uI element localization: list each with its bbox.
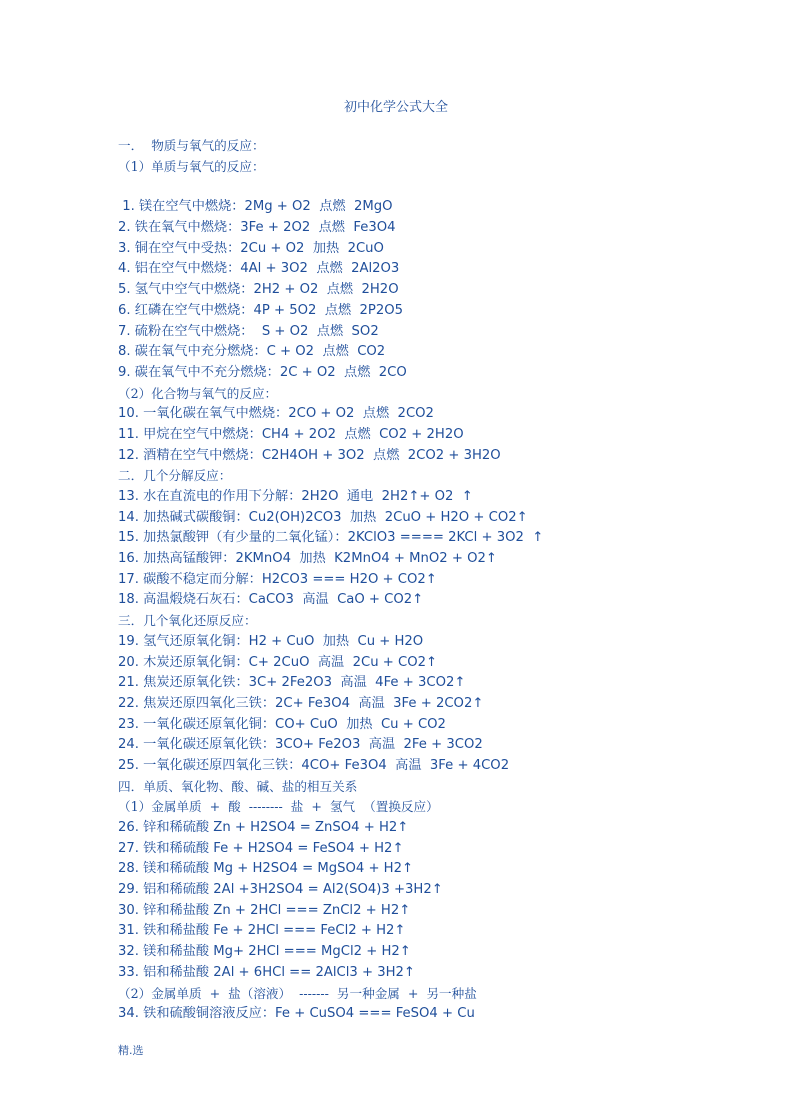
formula-line: 16. 加热高锰酸钾：2KMnO4 加热 K2MnO4 + MnO2 + O2↑ [118, 551, 497, 567]
formula-line: 9. 碳在氧气中不充分燃烧：2C + O2 点燃 2CO [118, 364, 407, 380]
formula-line: 29. 铝和稀硫酸 2Al +3H2SO4 = Al2(SO4)3 +3H2↑ [118, 882, 443, 898]
formula-line: 15. 加热氯酸钾（有少量的二氧化锰）：2KClO3 ==== 2KCl + 3O2 ↑ [118, 530, 544, 546]
formula-line: 28. 镁和稀硫酸 Mg + H2SO4 = MgSO4 + H2↑ [118, 861, 414, 877]
formula-list [118, 136, 778, 1025]
formula-line: 25. 一氧化碳还原四氧化三铁：4CO+ Fe3O4 高温 3Fe + 4CO2 [118, 757, 510, 773]
formula-line: 17. 碳酸不稳定而分解：H2CO3 === H2O + CO2↑ [118, 571, 437, 587]
formula-line: 3. 铜在空气中受热：2Cu + O2 加热 2CuO [118, 240, 384, 256]
formula-line: 1. 镁在空气中燃烧：2Mg + O2 点燃 2MgO [118, 199, 393, 215]
blank-line [118, 177, 778, 197]
section-heading: （1）单质与氧气的反应： [118, 158, 265, 174]
section-heading: （1）金属单质 + 酸 -------- 盐 + 氢气 （置换反应） [118, 799, 439, 815]
page-footer: 精.选 [118, 1044, 144, 1057]
formula-line: 21. 焦炭还原氧化铁：3C+ 2Fe2O3 高温 4Fe + 3CO2↑ [118, 675, 466, 691]
formula-line: 26. 锌和稀硫酸 Zn + H2SO4 = ZnSO4 + H2↑ [118, 820, 409, 835]
section-heading: 四．单质、氧化物、酸、碱、盐的相互关系 [118, 778, 358, 794]
formula-line: 8. 碳在氧气中充分燃烧：C + O2 点燃 CO2 [118, 344, 386, 360]
formula-line: 34. 铁和硫酸铜溶液反应：Fe + CuSO4 === FeSO4 + Cu [118, 1006, 475, 1022]
page-title: 初中化学公式大全 [343, 100, 448, 115]
formula-line: 31. 铁和稀盐酸 Fe + 2HCl === FeCl2 + H2↑ [118, 923, 406, 939]
formula-line: 20. 木炭还原氧化铜：C+ 2CuO 高温 2Cu + CO2↑ [118, 654, 438, 670]
formula-line: 24. 一氧化碳还原氧化铁：3CO+ Fe2O3 高温 2Fe + 3CO2 [118, 737, 483, 753]
formula-line: 32. 镁和稀盐酸 Mg+ 2HCl === MgCl2 + H2↑ [118, 944, 411, 960]
section-heading: （2）化合物与氧气的反应： [118, 385, 278, 401]
formula-line: 5. 氢气中空气中燃烧：2H2 + O2 点燃 2H2O [118, 282, 399, 298]
formula-line: 18. 高温煅烧石灰石：CaCO3 高温 CaO + CO2↑ [118, 592, 424, 608]
section-heading: （2）金属单质 + 盐（溶液） ------- 另一种金属 + 另一种盐 [118, 985, 477, 1001]
section-heading: 二．几个分解反应： [118, 468, 232, 484]
formula-line: 11. 甲烷在空气中燃烧：CH4 + 2O2 点燃 CO2 + 2H2O [118, 426, 464, 442]
formula-line: 13. 水在直流电的作用下分解：2H2O 通电 2H2↑+ O2 ↑ [118, 489, 473, 504]
formula-line: 6. 红磷在空气中燃烧：4P + 5O2 点燃 2P2O5 [118, 302, 404, 318]
formula-line: 23. 一氧化碳还原氧化铜：CO+ CuO 加热 Cu + CO2 [118, 716, 446, 732]
formula-line: 22. 焦炭还原四氧化三铁：2C+ Fe3O4 高温 3Fe + 2CO2↑ [118, 695, 484, 711]
formula-line: 30. 锌和稀盐酸 Zn + 2HCl === ZnCl2 + H2↑ [118, 902, 411, 918]
section-heading: 一． 物质与氧气的反应： [118, 138, 265, 153]
formula-line: 7. 硫粉在空气中燃烧： S + O2 点燃 SO2 [118, 323, 379, 339]
formula-line: 19. 氢气还原氧化铜：H2 + CuO 加热 Cu + H2O [118, 633, 424, 649]
formula-line: 12. 酒精在空气中燃烧：C2H4OH + 3O2 点燃 2CO2 + 3H2O [118, 447, 501, 463]
section-heading: 三．几个氧化还原反应： [118, 613, 257, 629]
formula-line: 27. 铁和稀硫酸 Fe + H2SO4 = FeSO4 + H2↑ [118, 840, 404, 856]
formula-line: 2. 铁在氧气中燃烧：3Fe + 2O2 点燃 Fe3O4 [118, 220, 396, 236]
formula-line: 10. 一氧化碳在氧气中燃烧：2CO + O2 点燃 2CO2 [118, 406, 434, 422]
formula-line: 33. 铝和稀盐酸 2Al + 6HCl == 2AlCl3 + 3H2↑ [118, 964, 415, 980]
formula-line: 4. 铝在空气中燃烧：4Al + 3O2 点燃 2Al2O3 [118, 261, 400, 277]
formula-line: 14. 加热碱式碳酸铜：Cu2(OH)2CO3 加热 2CuO + H2O + CO2↑ [118, 509, 528, 525]
